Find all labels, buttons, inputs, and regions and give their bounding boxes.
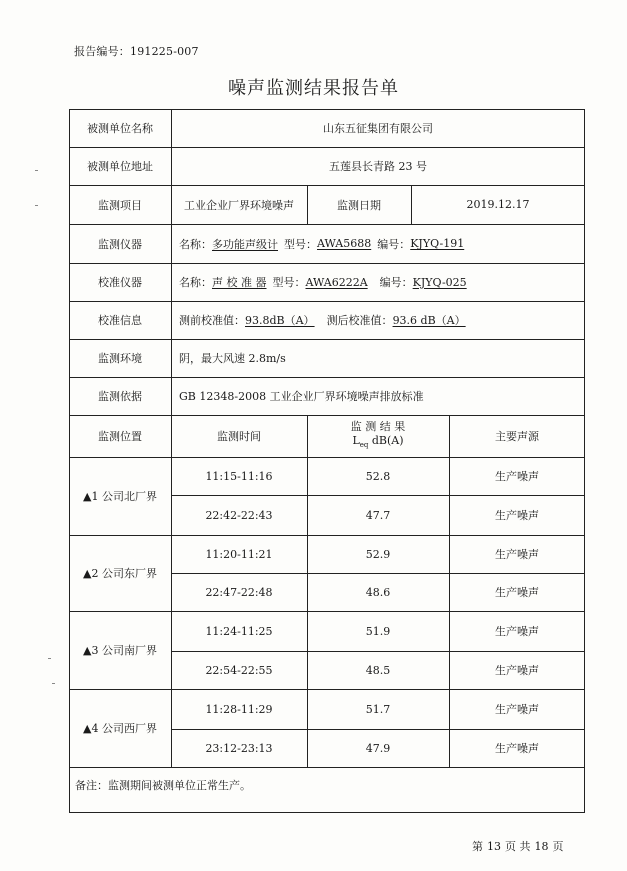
calibration-value bbox=[171, 301, 585, 339]
report-number: 报告编号：191225-007 bbox=[74, 45, 199, 58]
header-result-L: L bbox=[352, 433, 360, 447]
calibrator-code-label: 编号： bbox=[379, 276, 413, 289]
page-number: 13 bbox=[487, 840, 501, 853]
header-result bbox=[307, 415, 449, 457]
unit-address-value: 五莲县长青路 23 号 bbox=[329, 160, 427, 173]
header-result-line1: 监 测 结 果 bbox=[350, 419, 406, 433]
remarks: 备注：监测期间被测单位正常生产。 bbox=[75, 779, 251, 792]
header-source: 主要声源 bbox=[495, 430, 539, 443]
environment-label: 监测环境 bbox=[98, 352, 142, 365]
position-cell: ▲4 公司西厂界 bbox=[83, 722, 157, 735]
calibrator-name: 声 校 准 器 bbox=[212, 276, 267, 289]
instrument-model: AWA5688 bbox=[317, 237, 372, 250]
position-cell: ▲3 公司南厂界 bbox=[83, 644, 157, 657]
value-cell: 48.6 bbox=[365, 585, 391, 599]
scan-mark bbox=[35, 170, 38, 171]
instrument-name: 多功能声级计 bbox=[212, 237, 278, 251]
instrument-label: 监测仪器 bbox=[98, 237, 142, 251]
calibrator-model: AWA6222A bbox=[305, 275, 368, 289]
report-table bbox=[69, 109, 585, 813]
time-cell: 22:54-22:55 bbox=[205, 663, 273, 677]
calibrator-value bbox=[171, 263, 585, 301]
calibration-before: 93.8dB（A） bbox=[245, 314, 315, 327]
calibration-after: 93.6 dB（A） bbox=[392, 314, 466, 327]
date-value: 2019.12.17 bbox=[466, 198, 530, 211]
source-cell: 生产噪声 bbox=[495, 470, 539, 483]
time-cell: 22:47-22:48 bbox=[205, 585, 273, 599]
position-cell: ▲1 公司北厂界 bbox=[83, 490, 157, 503]
value-cell: 48.5 bbox=[365, 663, 391, 677]
date-label: 监测日期 bbox=[337, 198, 381, 212]
time-cell: 11:20-11:21 bbox=[205, 547, 273, 561]
unit-name-value: 山东五征集团有限公司 bbox=[323, 122, 433, 135]
value-cell: 52.8 bbox=[365, 469, 391, 483]
instrument-model-label: 型号： bbox=[284, 237, 317, 251]
page-footer bbox=[470, 838, 566, 854]
time-cell: 11:15-11:16 bbox=[205, 469, 273, 483]
calibrator-label: 校准仪器 bbox=[98, 276, 142, 289]
time-cell: 22:42-22:43 bbox=[205, 508, 273, 522]
source-cell: 生产噪声 bbox=[495, 509, 539, 522]
instrument-code-label: 编号： bbox=[377, 237, 411, 251]
value-cell: 51.7 bbox=[365, 702, 391, 716]
scan-mark bbox=[52, 683, 55, 684]
value-cell: 47.7 bbox=[365, 508, 391, 522]
unit-address-label: 被测单位地址 bbox=[87, 160, 153, 173]
calibration-after-label: 测后校准值： bbox=[326, 314, 393, 327]
unit-name-label: 被测单位名称 bbox=[87, 122, 153, 135]
page-label-2: 页 共 bbox=[505, 840, 531, 853]
header-result-sub: eq bbox=[359, 441, 369, 450]
time-cell: 11:28-11:29 bbox=[205, 702, 273, 716]
source-cell: 生产噪声 bbox=[495, 625, 539, 638]
time-cell: 11:24-11:25 bbox=[205, 624, 273, 638]
header-result-unit: dB(A) bbox=[368, 433, 404, 447]
page-label-3: 页 bbox=[552, 840, 564, 853]
calibration-before-label: 测前校准值： bbox=[179, 314, 245, 327]
instrument-value bbox=[171, 224, 585, 263]
source-cell: 生产噪声 bbox=[495, 548, 539, 561]
project-value: 工业企业厂界环境噪声 bbox=[184, 198, 294, 212]
header-time: 监测时间 bbox=[217, 430, 261, 443]
page-title: 噪声监测结果报告单 bbox=[228, 78, 399, 99]
page-label-1: 第 bbox=[472, 840, 483, 853]
calibrator-name-label: 名称： bbox=[179, 276, 212, 289]
scan-mark bbox=[48, 658, 51, 659]
total-pages: 18 bbox=[534, 840, 549, 853]
source-cell: 生产噪声 bbox=[495, 742, 539, 755]
basis-label: 监测依据 bbox=[98, 390, 142, 403]
position-cell: ▲2 公司东厂界 bbox=[83, 567, 157, 580]
calibration-label: 校准信息 bbox=[98, 314, 142, 327]
scan-mark bbox=[35, 205, 38, 206]
environment-value: 阴，最大风速 2.8m/s bbox=[179, 352, 286, 365]
value-cell: 51.9 bbox=[365, 624, 391, 638]
time-cell: 23:12-23:13 bbox=[205, 741, 273, 755]
basis-value: GB 12348-2008 工业企业厂界环境噪声排放标准 bbox=[179, 390, 424, 403]
source-cell: 生产噪声 bbox=[495, 586, 539, 599]
project-label: 监测项目 bbox=[98, 198, 142, 212]
header-result-line2 bbox=[352, 434, 403, 452]
header-position: 监测位置 bbox=[98, 430, 142, 443]
source-cell: 生产噪声 bbox=[495, 664, 539, 677]
value-cell: 47.9 bbox=[365, 741, 391, 755]
instrument-name-label: 名称： bbox=[179, 237, 212, 251]
value-cell: 52.9 bbox=[365, 547, 391, 561]
instrument-code: KJYQ-191 bbox=[410, 237, 465, 250]
source-cell: 生产噪声 bbox=[495, 703, 539, 716]
calibrator-model-label: 型号： bbox=[272, 276, 306, 289]
calibrator-code: KJYQ-025 bbox=[412, 275, 467, 289]
